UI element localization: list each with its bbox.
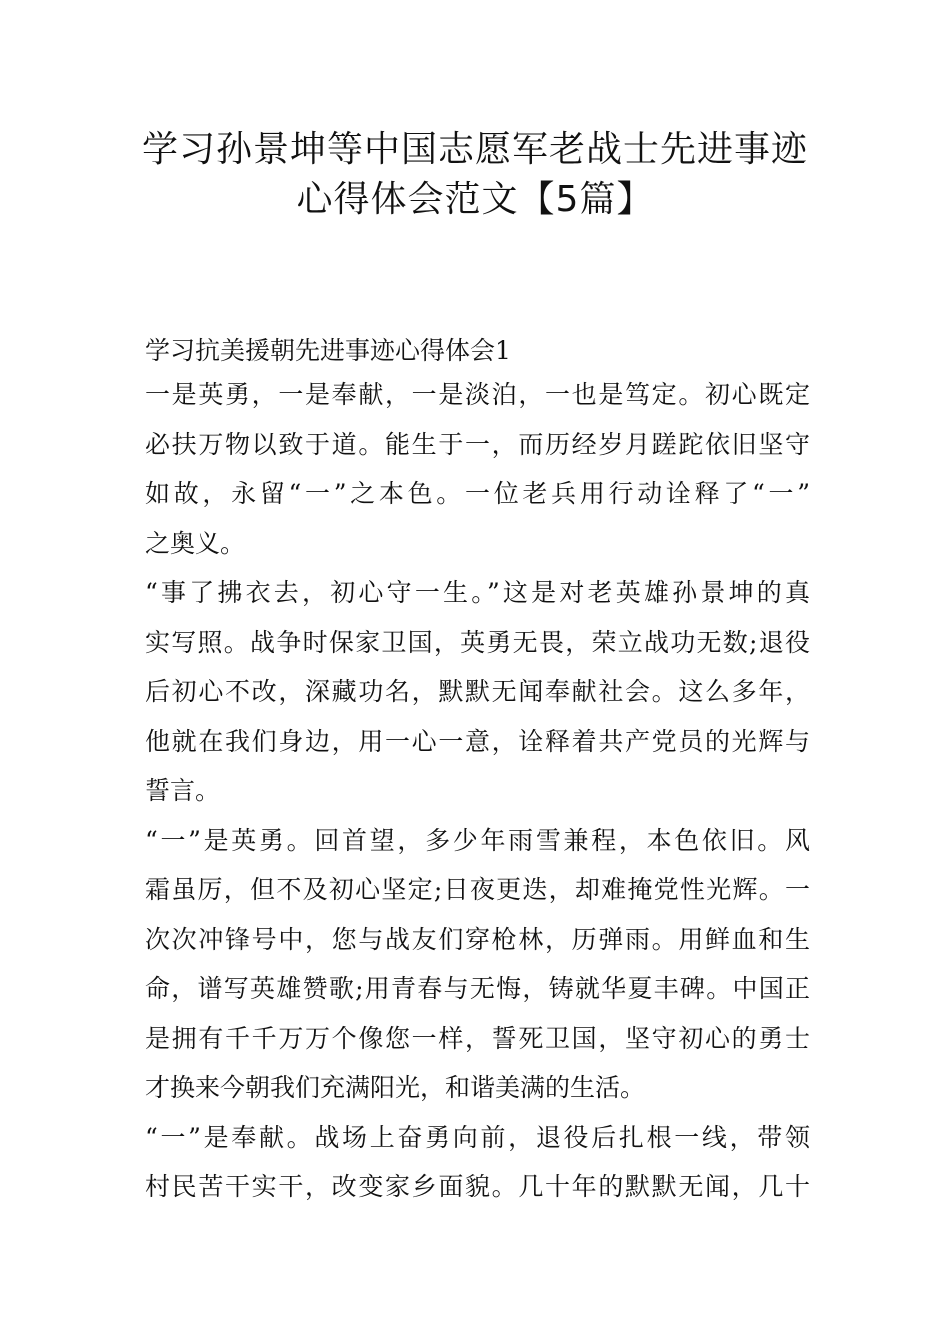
body-line: 是拥有千千万万个像您一样，誓死卫国，坚守初心的勇士 — [145, 1023, 810, 1053]
body-line: “事了拂衣去，初心守一生。”这是对老英雄孙景坤的真 — [145, 578, 810, 607]
body-line: 必扶万物以致于道。能生于一，而历经岁月蹉跎依旧坚守 — [145, 429, 810, 459]
document-title-line-1: 学习孙景坤等中国志愿军老战士先进事迹 — [141, 129, 808, 170]
body-line: 如故，永留“一”之本色。一位老兵用行动诠释了“一” — [145, 479, 810, 508]
body-line: 之奥义。 — [145, 528, 246, 558]
body-line: 命，谱写英雄赞歌;用青春与无悔，铸就华夏丰碑。中国正 — [145, 974, 810, 1003]
body-line: 他就在我们身边，用一心一意，诠释着共产党员的光辉与 — [145, 726, 810, 756]
body-line: 村民苦干实干，改变家乡面貌。几十年的默默无闻，几十 — [145, 1172, 810, 1201]
document-body — [145, 332, 810, 1212]
body-line: 次次冲锋号中，您与战友们穿枪林，历弹雨。用鲜血和生 — [145, 924, 810, 954]
section-heading: 学习抗美援朝先进事迹心得体会1 — [145, 336, 511, 365]
document-title-line-2: 心得体会范文【5篇】 — [296, 179, 654, 220]
body-line: 誓言。 — [145, 776, 221, 805]
body-line: 霜虽厉，但不及初心坚定;日夜更迭，却难掩党性光辉。一 — [145, 875, 810, 904]
body-line: 实写照。战争时保家卫国，英勇无畏，荣立战功无数;退役 — [145, 627, 810, 657]
body-line: 一是英勇，一是奉献，一是淡泊，一也是笃定。初心既定 — [145, 380, 810, 409]
body-line: “一”是英勇。回首望，多少年雨雪兼程，本色依旧。风 — [145, 825, 810, 855]
body-line: “一”是奉献。战场上奋勇向前，退役后扎根一线，带领 — [145, 1122, 810, 1152]
body-line: 才换来今朝我们充满阳光，和谐美满的生活。 — [145, 1073, 646, 1102]
body-line: 后初心不改，深藏功名，默默无闻奉献社会。这么多年， — [145, 677, 810, 706]
